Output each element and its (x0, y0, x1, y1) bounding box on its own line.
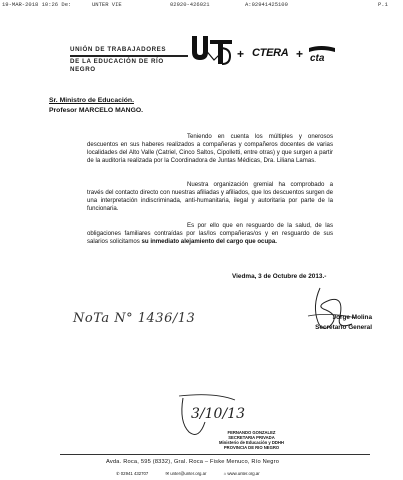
union-logo-text (70, 46, 188, 74)
footer-email-text: unter@unter.org.ar (170, 471, 207, 476)
stamp-handwritten-date: 3/10/13 (191, 406, 245, 422)
cta-logo-text: cta (310, 53, 325, 64)
ctera-logo: CTERA (252, 47, 289, 59)
plus-sign: + (237, 47, 245, 61)
reception-stamp (214, 430, 289, 450)
stamp-line-2: SECRETARIA PRIVADA (228, 435, 275, 440)
stamp-line-1: FERNANDO GONZALEZ (227, 430, 276, 435)
plus-sign: + (296, 47, 304, 61)
stamp-line-3: Ministerio de Educación y DDHH (219, 440, 284, 445)
uner-logo-icon (190, 34, 235, 68)
footer-contact (116, 471, 276, 477)
body-paragraph-3-text: Es por ello que en resguardo de la salud, de las obligaciones familiares contraídas por las/los compañeras/os y en resguardo de sus salarios solicitamos (87, 222, 333, 245)
signatory (302, 313, 372, 332)
addressee-title: Sr. Ministro de Educación. (49, 97, 134, 104)
body-paragraph-3 (87, 222, 333, 246)
fax-sender: UNTER VIE (92, 1, 122, 8)
footer-address: Avda. Roca, 595 (8332), Gral. Roca – Fiske Menuco, Río Negro (106, 459, 280, 465)
footer-web: ⌂ www.unter.org.ar (223, 471, 260, 476)
footer-phone: ✆ 02941 432707 (116, 471, 149, 476)
letter-date: Viedma, 3 de Octubre de 2013.- (232, 273, 327, 280)
addressee-name: Profesor MARCELO MANGO. (49, 107, 144, 114)
footer-email: ✉ unter@unter.org.ar (165, 471, 207, 476)
fax-to-number: A:02941425100 (245, 1, 288, 8)
fax-page: P.1 (378, 1, 388, 8)
body-paragraph-3-request: su inmediato alejamiento del cargo que ocupa. (141, 237, 277, 245)
union-name-line2: DE LA EDUCACIÓN DE RÍO NEGRO (70, 58, 164, 73)
footer-web-text: www.unter.org.ar (227, 471, 260, 476)
footer-rule (60, 454, 370, 455)
fax-from-number: 02920-426021 (170, 1, 210, 8)
signatory-name: Jorge Molina (332, 314, 372, 321)
fax-date: 19-MAR-2018 10:26 De: (2, 1, 72, 8)
cta-logo-icon (307, 44, 337, 64)
body-paragraph-1: Teniendo en cuenta los múltiples y onerosos descuentos en sus haberes realizados a compañeras y compañeros docentes de varias localidades del Alto Valle (Catriel, Cinco Saltos, Cipolletti, entre otras) y que surgen a partir de la auditoría realizada por la Coordinadora de Juntas Médicas, Dra. Liliana Lamas. (87, 133, 333, 164)
addressee (49, 96, 143, 116)
body-paragraph-2: Nuestra organización gremial ha comprobado a través del contacto directo con nuestras afiliadas y afiliados, que los descuentos surgen de una interpretación indiscriminada, anti-humanitaria, ilegal y autoritaria por parte de la funcionaria. (87, 181, 333, 212)
fax-header (0, 0, 403, 8)
handwritten-note-number: NoTa N° 1436/13 (73, 311, 196, 326)
footer-phone-text: 02941 432707 (120, 471, 149, 476)
union-name-line1: UNIÓN DE TRABAJADORES (70, 46, 167, 53)
union-logo-rule (70, 55, 188, 57)
signatory-title: Secretario General (315, 323, 372, 331)
stamp-line-4: PROVINCIA DE RIO NEGRO (223, 445, 280, 450)
